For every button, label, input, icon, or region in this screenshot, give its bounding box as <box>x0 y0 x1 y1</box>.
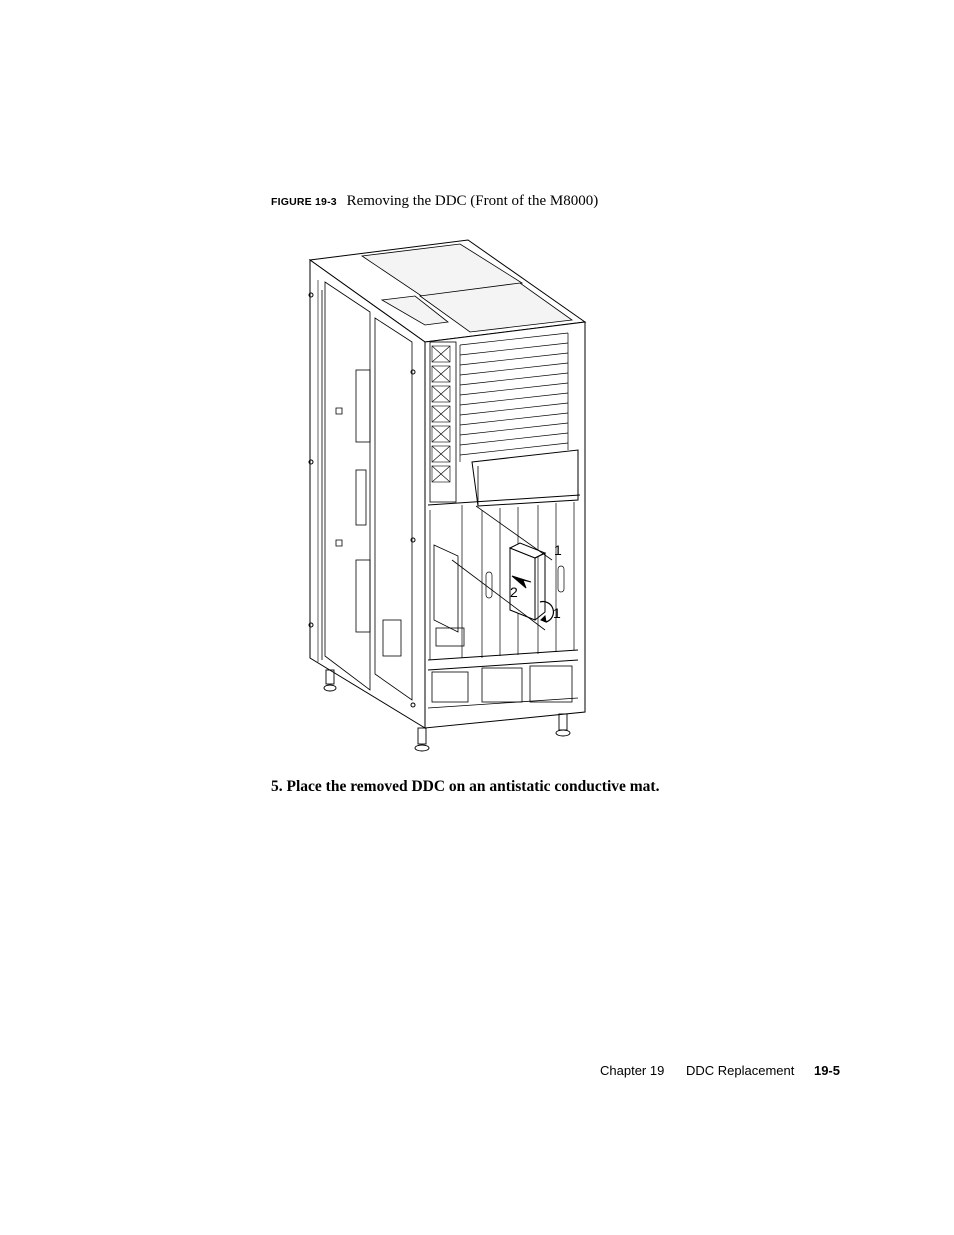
step-5: 5. Place the removed DDC on an antistatic conductive mat. <box>271 778 660 795</box>
callout-1-top: 1 <box>554 542 562 558</box>
page-footer <box>600 1062 840 1080</box>
footer-chapter: Chapter 19 <box>600 1063 665 1078</box>
cabinet-front <box>425 322 585 728</box>
figure-label: FIGURE 19-3 <box>271 196 337 208</box>
callout-1-bottom: 1 <box>553 605 561 621</box>
figure-caption <box>271 191 598 212</box>
callout-2: 2 <box>510 584 518 600</box>
figure-illustration <box>300 236 600 762</box>
page-number: 19-5 <box>813 1063 840 1078</box>
cabinet-drawing <box>300 236 600 762</box>
figure-title: Removing the DDC (Front of the M8000) <box>346 193 599 209</box>
footer-section: DDC Replacement <box>685 1063 795 1078</box>
